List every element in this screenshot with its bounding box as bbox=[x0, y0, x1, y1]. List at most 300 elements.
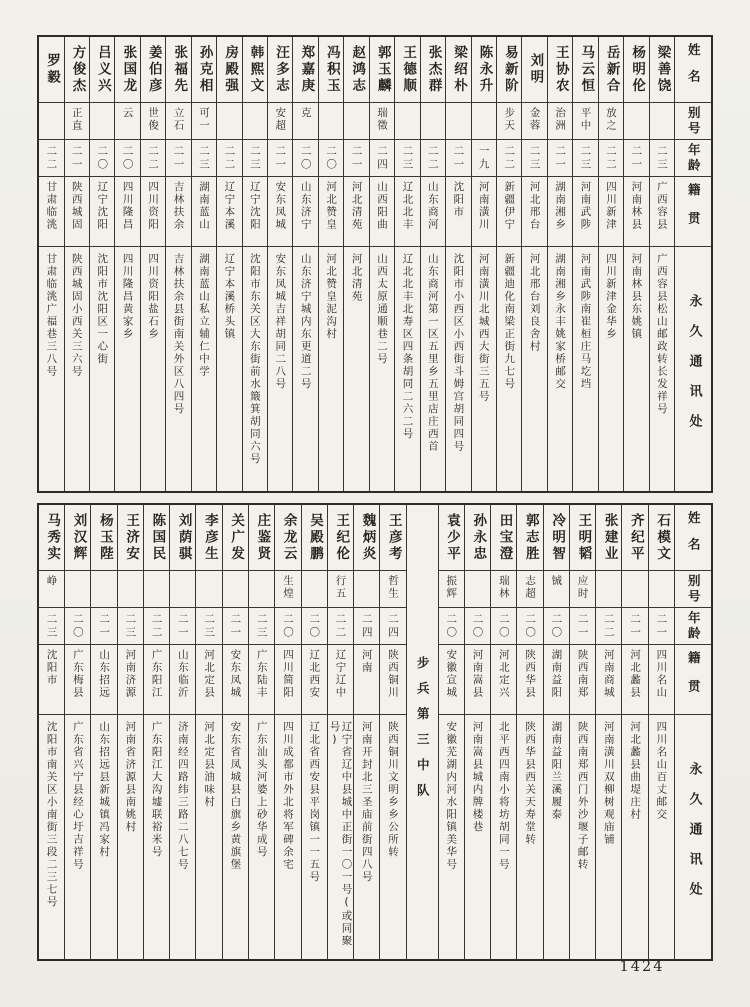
person-name-cell: 马云恒 bbox=[573, 37, 597, 103]
person-alias-cell: 生煌 bbox=[275, 571, 300, 608]
person-address-cell: 广东阳江大沟墟联裕米号 bbox=[150, 721, 163, 859]
person-address-cell: 河北蠡县曲堤庄村 bbox=[629, 721, 642, 821]
person-column bbox=[222, 505, 248, 959]
person-name-cell: 王协农 bbox=[548, 37, 572, 103]
person-native_place-cell: 辽北西安 bbox=[302, 645, 327, 715]
person-alias-cell bbox=[196, 571, 221, 608]
person-address-cell: 北平西四南小将坊胡同一号 bbox=[497, 721, 510, 871]
person-native_place-cell: 河北定县 bbox=[196, 645, 221, 715]
person-name-cell: 房殿强 bbox=[217, 37, 241, 103]
person-alias-cell bbox=[395, 103, 419, 140]
person-age-cell: 二三 bbox=[395, 140, 419, 177]
person-name-cell: 田宝澄 bbox=[491, 505, 516, 571]
person-name-cell: 魏炳炎 bbox=[354, 505, 379, 571]
person-column bbox=[195, 505, 221, 959]
person-alias-cell: 云 bbox=[115, 103, 139, 140]
person-age-cell: 二一 bbox=[548, 140, 572, 177]
person-address-cell: 河南嵩县城内牌楼巷 bbox=[471, 721, 484, 834]
person-name-cell: 刘明 bbox=[522, 37, 546, 103]
person-name-cell: 王彦考 bbox=[380, 505, 405, 571]
person-alias-cell bbox=[65, 571, 90, 608]
person-native_place-cell: 安东凤城 bbox=[223, 645, 248, 715]
person-column bbox=[301, 505, 327, 959]
person-address-cell: 陕西铜川文明乡乡公所转 bbox=[387, 721, 400, 859]
person-name-cell: 齐纪平 bbox=[622, 505, 647, 571]
column-header-native_place: 籍贯 bbox=[675, 645, 711, 715]
person-name-cell: 韩熙文 bbox=[243, 37, 267, 103]
person-age-cell: 二一 bbox=[166, 140, 190, 177]
person-address-cell: 甘肃临洮广福巷三八号 bbox=[45, 253, 58, 378]
person-name-cell: 杨明伦 bbox=[624, 37, 648, 103]
person-native_place-cell: 河南商城 bbox=[596, 645, 621, 715]
person-alias-cell bbox=[650, 103, 674, 140]
person-alias-cell: 瑞徵 bbox=[370, 103, 394, 140]
person-name-cell: 罗毅 bbox=[39, 37, 63, 103]
person-alias-cell bbox=[649, 571, 674, 608]
person-address-cell: 山西太原通顺巷二号 bbox=[376, 253, 388, 366]
person-address-cell: 四川名山百丈邮交 bbox=[655, 721, 668, 821]
person-address-cell: 新疆迪化南梁正街九七号 bbox=[503, 253, 516, 391]
person-age-cell: 二二 bbox=[497, 140, 521, 177]
person-column bbox=[343, 37, 368, 491]
person-age-cell: 二四 bbox=[380, 608, 405, 645]
person-alias-cell: 世俊 bbox=[141, 103, 165, 140]
person-alias-cell bbox=[446, 103, 470, 140]
person-address-cell: 四川新津金华乡 bbox=[604, 253, 617, 341]
person-address-cell: 河南潢川北城西大街三五号 bbox=[477, 253, 490, 403]
person-column bbox=[623, 37, 648, 491]
person-alias-cell bbox=[118, 571, 143, 608]
person-native_place-cell: 河南武陟 bbox=[573, 177, 597, 247]
header-column bbox=[674, 505, 711, 959]
person-address-cell: 湖南蓝山私立辅仁中学 bbox=[197, 253, 210, 378]
person-native_place-cell: 沈阳市 bbox=[39, 645, 64, 715]
person-column bbox=[64, 505, 90, 959]
person-name-cell: 汪多志 bbox=[268, 37, 292, 103]
person-age-cell: 二一 bbox=[624, 140, 648, 177]
person-column bbox=[464, 505, 490, 959]
person-column bbox=[369, 37, 394, 491]
person-alias-cell: 峥 bbox=[39, 571, 64, 608]
person-native_place-cell: 甘肃临洮 bbox=[39, 177, 63, 247]
person-column bbox=[169, 505, 195, 959]
person-native_place-cell: 安徽宣城 bbox=[439, 645, 464, 715]
person-alias-cell bbox=[465, 571, 490, 608]
person-age-cell: 二〇 bbox=[65, 608, 90, 645]
person-name-cell: 梁善饶 bbox=[650, 37, 674, 103]
person-age-cell: 二〇 bbox=[275, 608, 300, 645]
person-age-cell: 二二 bbox=[596, 608, 621, 645]
person-alias-cell bbox=[91, 571, 116, 608]
person-name-cell: 马秀实 bbox=[39, 505, 64, 571]
person-alias-cell bbox=[622, 571, 647, 608]
person-age-cell: 二三 bbox=[39, 608, 64, 645]
header-column bbox=[674, 37, 711, 491]
person-column bbox=[572, 37, 597, 491]
person-alias-cell bbox=[223, 571, 248, 608]
person-age-cell: 二一 bbox=[65, 140, 89, 177]
person-alias-cell: 放之 bbox=[599, 103, 623, 140]
person-name-cell: 张建业 bbox=[596, 505, 621, 571]
person-column bbox=[140, 37, 165, 491]
person-address-cell: 河南省济源县南姚村 bbox=[124, 721, 137, 834]
person-native_place-cell: 四川简阳 bbox=[275, 645, 300, 715]
person-address-cell: 吉林扶余县街南关外区八四号 bbox=[172, 253, 185, 416]
person-address-cell: 河北清苑 bbox=[350, 253, 363, 303]
person-name-cell: 郭志胜 bbox=[517, 505, 542, 571]
person-age-cell: 二三 bbox=[249, 608, 274, 645]
person-column bbox=[379, 505, 405, 959]
column-header-address: 永久通讯处 bbox=[686, 294, 702, 444]
person-name-cell: 袁少平 bbox=[439, 505, 464, 571]
person-native_place-cell: 河南 bbox=[354, 645, 379, 715]
person-column bbox=[394, 37, 419, 491]
person-column bbox=[516, 505, 542, 959]
person-name-cell: 吕义兴 bbox=[90, 37, 114, 103]
person-address-cell: 陕西华县西关天寿堂转 bbox=[524, 721, 537, 846]
person-column bbox=[274, 505, 300, 959]
person-alias-cell: 步天 bbox=[497, 103, 521, 140]
person-native_place-cell: 吉林扶余 bbox=[166, 177, 190, 247]
person-native_place-cell: 河南嵩县 bbox=[465, 645, 490, 715]
person-name-cell: 姜伯彦 bbox=[141, 37, 165, 103]
column-header-age: 年龄 bbox=[675, 608, 711, 645]
person-alias-cell bbox=[472, 103, 496, 140]
person-name-cell: 关广发 bbox=[223, 505, 248, 571]
person-alias-cell bbox=[302, 571, 327, 608]
person-address-cell: 沈阳市沈阳区一心街 bbox=[96, 253, 109, 366]
person-native_place-cell: 河南潢川 bbox=[472, 177, 496, 247]
person-native_place-cell: 四川名山 bbox=[649, 645, 674, 715]
person-age-cell: 二四 bbox=[354, 608, 379, 645]
person-age-cell: 二一 bbox=[170, 608, 195, 645]
person-native_place-cell: 四川隆昌 bbox=[115, 177, 139, 247]
person-native_place-cell: 陕西城固 bbox=[65, 177, 89, 247]
person-address-cell: 广东汕头河婆上砂华成号 bbox=[255, 721, 268, 859]
person-column bbox=[242, 37, 267, 491]
person-column bbox=[39, 37, 63, 491]
person-address-cell: 辽宁本溪桥头镇 bbox=[223, 253, 236, 341]
person-alias-cell: 振辉 bbox=[439, 571, 464, 608]
person-alias-cell: 平中 bbox=[573, 103, 597, 140]
person-address-cell: 陕西南郑西门外沙堰子邮转 bbox=[576, 721, 589, 871]
person-age-cell: 二三 bbox=[192, 140, 216, 177]
person-native_place-cell: 湖南益阳 bbox=[544, 645, 569, 715]
person-name-cell: 孙永忠 bbox=[465, 505, 490, 571]
person-name-cell: 刘荫骐 bbox=[170, 505, 195, 571]
person-alias-cell bbox=[596, 571, 621, 608]
person-column bbox=[445, 37, 470, 491]
person-age-cell: 二三 bbox=[573, 140, 597, 177]
person-alias-cell bbox=[39, 103, 63, 140]
person-alias-cell: 金蓉 bbox=[522, 103, 546, 140]
person-column bbox=[353, 505, 379, 959]
person-native_place-cell: 河南济源 bbox=[118, 645, 143, 715]
person-native_place-cell: 河北蠡县 bbox=[622, 645, 647, 715]
person-alias-cell bbox=[144, 571, 169, 608]
person-address-cell: 山东招远县新城镇冯家村 bbox=[98, 721, 111, 859]
person-native_place-cell: 辽北北丰 bbox=[395, 177, 419, 247]
person-column bbox=[165, 37, 190, 491]
person-alias-cell: 克 bbox=[293, 103, 317, 140]
person-name-cell: 王德顺 bbox=[395, 37, 419, 103]
column-header-alias: 别号 bbox=[675, 103, 711, 140]
person-address-cell: 沈阳市南关区小南街三段二三七号 bbox=[45, 721, 58, 909]
person-column bbox=[64, 37, 89, 491]
column-header-name: 姓名 bbox=[675, 505, 711, 571]
person-age-cell: 二〇 bbox=[491, 608, 516, 645]
person-native_place-cell: 沈阳市 bbox=[446, 177, 470, 247]
person-column bbox=[292, 37, 317, 491]
person-age-cell: 二二 bbox=[421, 140, 445, 177]
person-native_place-cell: 辽宁沈阳 bbox=[90, 177, 114, 247]
person-age-cell: 二三 bbox=[118, 608, 143, 645]
person-column bbox=[649, 37, 674, 491]
person-age-cell: 二二 bbox=[39, 140, 63, 177]
person-address-cell: 河南武陟南崔桓庄马圪垱 bbox=[579, 253, 592, 391]
person-age-cell: 二一 bbox=[649, 608, 674, 645]
person-alias-cell: 立石 bbox=[166, 103, 190, 140]
person-alias-cell: 正直 bbox=[65, 103, 89, 140]
person-column bbox=[521, 37, 546, 491]
person-alias-cell: 铖 bbox=[544, 571, 569, 608]
person-age-cell: 二二 bbox=[141, 140, 165, 177]
person-address-cell: 四川资阳盐石乡 bbox=[147, 253, 160, 341]
person-address-cell: 湖南益阳兰溪履泰 bbox=[550, 721, 563, 821]
person-age-cell: 一九 bbox=[472, 140, 496, 177]
person-address-cell: 沈阳市东关区大东街前水簸箕胡同六号 bbox=[248, 253, 261, 466]
person-address-cell: 四川成都市外北将军碑余宅 bbox=[281, 721, 294, 871]
person-alias-cell bbox=[421, 103, 445, 140]
person-name-cell: 方俊杰 bbox=[65, 37, 89, 103]
person-address-cell: 安东凤城吉祥胡同二八号 bbox=[274, 253, 287, 391]
person-age-cell: 二〇 bbox=[302, 608, 327, 645]
person-address-cell: 广西容县松山邮政转长发祥号 bbox=[655, 253, 668, 416]
person-alias-cell bbox=[217, 103, 241, 140]
person-name-cell: 梁绍朴 bbox=[446, 37, 470, 103]
person-name-cell: 庄鉴贤 bbox=[249, 505, 274, 571]
person-address-cell: 沈阳市小西区小西街斗姆宫胡同四号 bbox=[452, 253, 465, 453]
person-age-cell: 二〇 bbox=[544, 608, 569, 645]
person-column bbox=[327, 505, 353, 959]
person-age-cell: 二二 bbox=[144, 608, 169, 645]
person-native_place-cell: 河北赞皇 bbox=[319, 177, 343, 247]
person-age-cell: 二一 bbox=[91, 608, 116, 645]
person-age-cell: 二〇 bbox=[115, 140, 139, 177]
person-name-cell: 冯积玉 bbox=[319, 37, 343, 103]
person-name-cell: 张福先 bbox=[166, 37, 190, 103]
person-column bbox=[496, 37, 521, 491]
column-header-alias: 别号 bbox=[675, 571, 711, 608]
column-header-address: 永久通讯处 bbox=[686, 762, 702, 912]
person-column bbox=[621, 505, 647, 959]
person-column bbox=[90, 505, 116, 959]
person-alias-cell bbox=[624, 103, 648, 140]
person-address-cell: 山东济宁城内东更道二号 bbox=[299, 253, 312, 391]
person-native_place-cell: 安东凤城 bbox=[268, 177, 292, 247]
person-native_place-cell: 辽宁沈阳 bbox=[243, 177, 267, 247]
person-column bbox=[420, 37, 445, 491]
column-header-native_place: 籍贯 bbox=[675, 177, 711, 247]
person-alias-cell bbox=[344, 103, 368, 140]
person-column bbox=[114, 37, 139, 491]
person-column bbox=[595, 505, 621, 959]
person-name-cell: 石模文 bbox=[649, 505, 674, 571]
person-native_place-cell: 四川资阳 bbox=[141, 177, 165, 247]
person-age-cell: 二三 bbox=[243, 140, 267, 177]
person-age-cell: 二一 bbox=[344, 140, 368, 177]
person-native_place-cell: 辽宁辽中 bbox=[328, 645, 353, 715]
person-native_place-cell: 广东阳江 bbox=[144, 645, 169, 715]
person-alias-cell bbox=[243, 103, 267, 140]
person-name-cell: 余龙云 bbox=[275, 505, 300, 571]
page-number: 1424 bbox=[619, 959, 665, 975]
person-alias-cell bbox=[249, 571, 274, 608]
person-alias-cell: 治洲 bbox=[548, 103, 572, 140]
person-age-cell: 二二 bbox=[599, 140, 623, 177]
person-address-cell: 河北赞皇泥沟村 bbox=[325, 253, 338, 341]
person-name-cell: 王明韬 bbox=[570, 505, 595, 571]
unit-divider-column bbox=[406, 505, 438, 959]
person-name-cell: 张国龙 bbox=[115, 37, 139, 103]
person-address-cell: 河北定县油味村 bbox=[203, 721, 216, 809]
person-column bbox=[117, 505, 143, 959]
person-native_place-cell: 广西容县 bbox=[650, 177, 674, 247]
person-column bbox=[543, 505, 569, 959]
person-alias-cell: 行五 bbox=[328, 571, 353, 608]
person-age-cell: 二〇 bbox=[465, 608, 490, 645]
person-age-cell: 二一 bbox=[570, 608, 595, 645]
person-column bbox=[490, 505, 516, 959]
person-name-cell: 王济安 bbox=[118, 505, 143, 571]
person-age-cell: 二三 bbox=[522, 140, 546, 177]
person-native_place-cell: 四川新津 bbox=[599, 177, 623, 247]
person-address-cell: 广东省兴宁县经心圩吉祥号 bbox=[71, 721, 84, 871]
person-column bbox=[248, 505, 274, 959]
unit-label: 步兵第三中队 bbox=[415, 655, 431, 809]
person-name-cell: 刘汉辉 bbox=[65, 505, 90, 571]
register-table-upper bbox=[37, 35, 713, 493]
person-age-cell: 二〇 bbox=[90, 140, 114, 177]
person-column bbox=[547, 37, 572, 491]
person-address-cell: 辽北省西安县平岗镇一一五号 bbox=[308, 721, 321, 884]
person-column bbox=[318, 37, 343, 491]
person-address-cell: 四川隆昌黄家乡 bbox=[121, 253, 134, 341]
person-name-cell: 陈国民 bbox=[144, 505, 169, 571]
person-age-cell: 二三 bbox=[650, 140, 674, 177]
person-name-cell: 陈永升 bbox=[472, 37, 496, 103]
person-native_place-cell: 山东临沂 bbox=[170, 645, 195, 715]
person-age-cell: 二〇 bbox=[319, 140, 343, 177]
person-alias-cell: 安超 bbox=[268, 103, 292, 140]
person-alias-cell bbox=[319, 103, 343, 140]
person-alias-cell: 瑞林 bbox=[491, 571, 516, 608]
person-age-cell: 二一 bbox=[223, 608, 248, 645]
person-native_place-cell: 陕西铜川 bbox=[380, 645, 405, 715]
person-native_place-cell: 河北邢台 bbox=[522, 177, 546, 247]
person-age-cell: 二四 bbox=[370, 140, 394, 177]
person-address-cell: 河南开封北三圣庙前街四八号 bbox=[360, 721, 373, 884]
person-column bbox=[143, 505, 169, 959]
person-alias-cell bbox=[90, 103, 114, 140]
person-column bbox=[471, 37, 496, 491]
person-address-cell: 陕西城固小西关三六号 bbox=[70, 253, 83, 378]
person-alias-cell bbox=[354, 571, 379, 608]
person-age-cell: 二一 bbox=[268, 140, 292, 177]
person-age-cell: 二三 bbox=[196, 608, 221, 645]
person-column bbox=[648, 505, 674, 959]
person-name-cell: 郭玉麟 bbox=[370, 37, 394, 103]
person-column bbox=[89, 37, 114, 491]
person-name-cell: 郑嘉庚 bbox=[293, 37, 317, 103]
person-age-cell: 二一 bbox=[622, 608, 647, 645]
person-native_place-cell: 新疆伊宁 bbox=[497, 177, 521, 247]
person-name-cell: 冷明智 bbox=[544, 505, 569, 571]
person-native_place-cell: 广东梅县 bbox=[65, 645, 90, 715]
column-header-age: 年龄 bbox=[675, 140, 711, 177]
person-name-cell: 吴殿鹏 bbox=[302, 505, 327, 571]
person-native_place-cell: 河南林县 bbox=[624, 177, 648, 247]
person-alias-cell bbox=[170, 571, 195, 608]
person-address-cell: 河南潢川双柳树观庙铺 bbox=[602, 721, 615, 846]
person-native_place-cell: 陕西华县 bbox=[517, 645, 542, 715]
person-address-cell: 安徽芜湖内河水阳镇美华号 bbox=[445, 721, 458, 871]
person-address-cell: 湖南湘乡永丰姚家桥邮交 bbox=[554, 253, 567, 391]
person-native_place-cell: 湖南湘乡 bbox=[548, 177, 572, 247]
person-column bbox=[569, 505, 595, 959]
person-column bbox=[191, 37, 216, 491]
person-name-cell: 赵鸿志 bbox=[344, 37, 368, 103]
person-address-cell: 辽北北丰北寿区四条胡同二六二号 bbox=[401, 253, 414, 441]
person-native_place-cell: 陕西南郑 bbox=[570, 645, 595, 715]
person-column bbox=[438, 505, 464, 959]
person-alias-cell: 志超 bbox=[517, 571, 542, 608]
person-column bbox=[267, 37, 292, 491]
person-native_place-cell: 山东招远 bbox=[91, 645, 116, 715]
person-name-cell: 易新阶 bbox=[497, 37, 521, 103]
register-table-lower bbox=[37, 503, 713, 961]
person-alias-cell: 哲生 bbox=[380, 571, 405, 608]
person-age-cell: 二一 bbox=[446, 140, 470, 177]
person-address-cell: 河南林县东姚镇 bbox=[630, 253, 643, 341]
person-address-cell: 山东商河第一区五里乡五里店庄西首 bbox=[426, 253, 439, 453]
person-name-cell: 张杰群 bbox=[421, 37, 445, 103]
person-name-cell: 杨玉陛 bbox=[91, 505, 116, 571]
person-native_place-cell: 湖南蓝山 bbox=[192, 177, 216, 247]
person-age-cell: 二〇 bbox=[439, 608, 464, 645]
person-address-cell: 安东省凤城县白旗乡黄旗堡 bbox=[229, 721, 242, 871]
person-column bbox=[216, 37, 241, 491]
person-native_place-cell: 山东商河 bbox=[421, 177, 445, 247]
person-name-cell: 王纪伦 bbox=[328, 505, 353, 571]
person-native_place-cell: 辽宁本溪 bbox=[217, 177, 241, 247]
person-native_place-cell: 河北清苑 bbox=[344, 177, 368, 247]
person-name-cell: 孙克相 bbox=[192, 37, 216, 103]
person-alias-cell: 可一 bbox=[192, 103, 216, 140]
person-native_place-cell: 山东济宁 bbox=[293, 177, 317, 247]
person-name-cell: 李彦生 bbox=[196, 505, 221, 571]
person-age-cell: 二二 bbox=[328, 608, 353, 645]
person-age-cell: 二二 bbox=[217, 140, 241, 177]
person-native_place-cell: 广东陆丰 bbox=[249, 645, 274, 715]
person-column bbox=[39, 505, 64, 959]
person-native_place-cell: 河北定兴 bbox=[491, 645, 516, 715]
person-address-cell: 济南经四路纬三路二八七号 bbox=[176, 721, 189, 871]
column-header-name: 姓名 bbox=[675, 37, 711, 103]
person-address-cell: 辽宁省辽中县城中正街一〇一号(或同聚号) bbox=[328, 721, 353, 948]
person-native_place-cell: 山西阳曲 bbox=[370, 177, 394, 247]
person-age-cell: 二〇 bbox=[517, 608, 542, 645]
